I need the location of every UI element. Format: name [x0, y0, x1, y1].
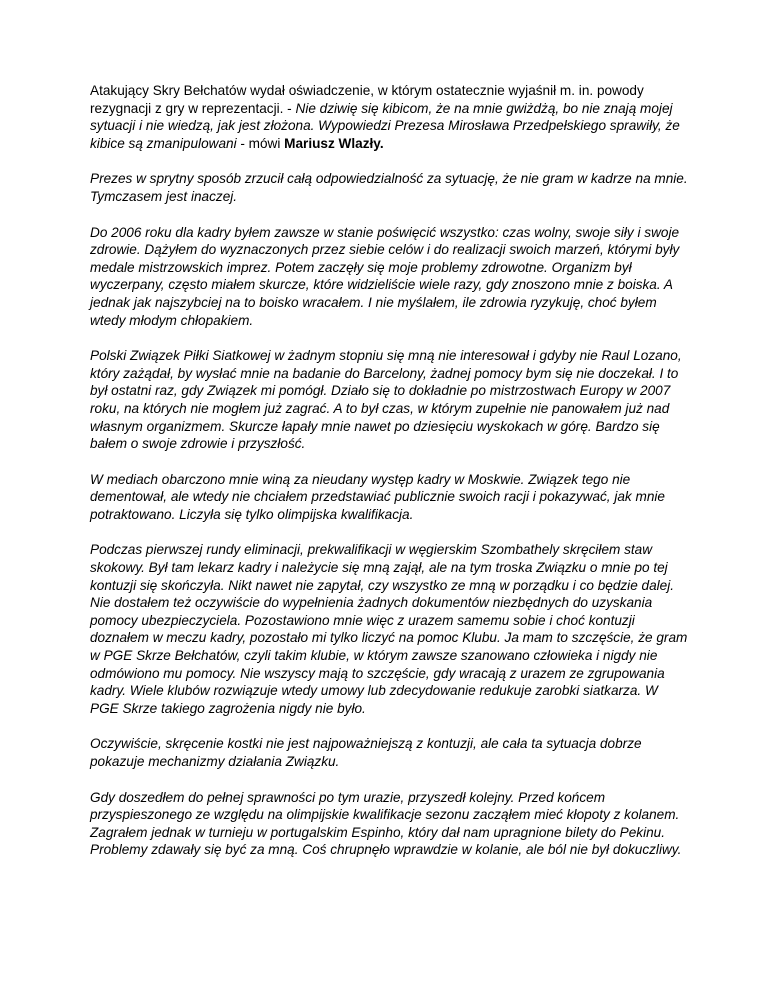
paragraph-5: Podczas pierwszej rundy eliminacji, prekwalifikacji w węgierskim Szombathely skręciłem staw skokowy. Był tam lekarz kadry i należycie się mną zajął, ale na tym troska Związku o mnie po tej kontuzji się skończyła. Nikt nawet nie zapytał, czy wszystko ze mną w porządku i co będzie dalej. Nie dostałem też oczywiście do wypełnienia żadnych dokumentów niezbędnych do uzyskania pomocy ubezpieczyciela. Pozostawiono mnie więc z urazem samemu sobie i choć kontuzji doznałem w meczu kadry, pozostało mi tylko liczyć na pomoc Klubu. Ja mam to szczęście, że gram w PGE Skrze Bełchatów, czyli takim klubie, w którym zawsze szanowano człowieka i nigdy nie odmówiono mu pomocy. Nie wszyscy mają to szczęście, gdy wracają z urazem ze zgrupowania kadry. Wiele klubów rozwiązuje wtedy umowy lub zdecydowanie redukuje zarobki siatkarza. W PGE Skrze takiego zagrożenia nigdy nie było. [90, 542, 688, 716]
intro-says: - mówi [236, 135, 285, 151]
paragraph-6: Oczywiście, skręcenie kostki nie jest najpoważniejszą z kontuzji, ale cała ta sytuacja dobrze pokazuje mechanizmy działania Związku. [90, 736, 642, 769]
document-page [90, 82, 690, 877]
paragraph-4: W mediach obarczono mnie winą za nieudany występ kadry w Moskwie. Związek tego nie dementował, ale wtedy nie chciałem przedstawiać publicznie swoich racji i pokazywać, jak mnie potraktowano. Liczyła się tylko olimpijska kwalifikacja. [90, 471, 665, 522]
paragraph-3: Polski Związek Piłki Siatkowej w żadnym stopniu się mną nie interesował i gdyby nie Raul Lozano, który zażądał, by wysłać mnie na badanie do Barcelony, żadnej pomocy bym się nie doczekał. I to był ostatni raz, gdy Związek mi pomógł. Działo się to dokładnie po mistrzostwach Europy w 2007 roku, na których nie mogłem już zagrać. A to był czas, w którym zupełnie nie panowałem już nad własnym organizmem. Skurcze łapały mnie nawet po dziesięciu wyskokach w górę. Bardzo się bałem o swoje zdrowie i przyszłość. [90, 348, 682, 452]
paragraph-1: Prezes w sprytny sposób zrzucił całą odpowiedzialność za sytuację, że nie gram w kadrze na mnie. Tymczasem jest inaczej. [90, 171, 688, 204]
intro-paragraph [90, 82, 690, 152]
paragraph-2: Do 2006 roku dla kadry byłem zawsze w stanie poświęcić wszystko: czas wolny, swoje siły i swoje zdrowie. Dążyłem do wyznaczonych przez siebie celów i do realizacji swoich marzeń, którymi były medale mistrzowskich imprez. Potem zaczęły się moje problemy zdrowotne. Organizm był wyczerpany, często miałem skurcze, które widzieliście wiele razy, gdy znoszono mnie z boiska. A jednak jak najszybciej na to boisko wracałem. I nie myślałem, ile zdrowia ryzykuję, choć byłem wtedy młodym chłopakiem. [90, 224, 680, 328]
intro-lead: Atakujący Skry Bełchatów wydał oświadczenie, w którym ostatecznie wyjaśnił m. in. powody rezygnacji z gry w reprezentacji. - [90, 83, 644, 116]
author-name: Mariusz Wlazły. [284, 135, 384, 151]
paragraph-7: Gdy doszedłem do pełnej sprawności po tym urazie, przyszedł kolejny. Przed końcem przyspieszonego ze względu na olimpijskie kwalifikacje sezonu zacząłem mieć kłopoty z kolanem. Zagrałem jednak w turnieju w portugalskim Espinho, który dał nam upragnione bilety do Pekinu. Problemy zdawały się być za mną. Coś chrupnęło wprawdzie w kolanie, ale ból nie był dokuczliwy. [90, 789, 682, 858]
intro-quote: Nie dziwię się kibicom, że na mnie gwiżdżą, bo nie znają mojej sytuacji i nie wiedzą, jak jest złożona. Wypowiedzi Prezesa Mirosława Przedpełskiego sprawiły, że kibice są zmanipulowani [90, 100, 680, 151]
